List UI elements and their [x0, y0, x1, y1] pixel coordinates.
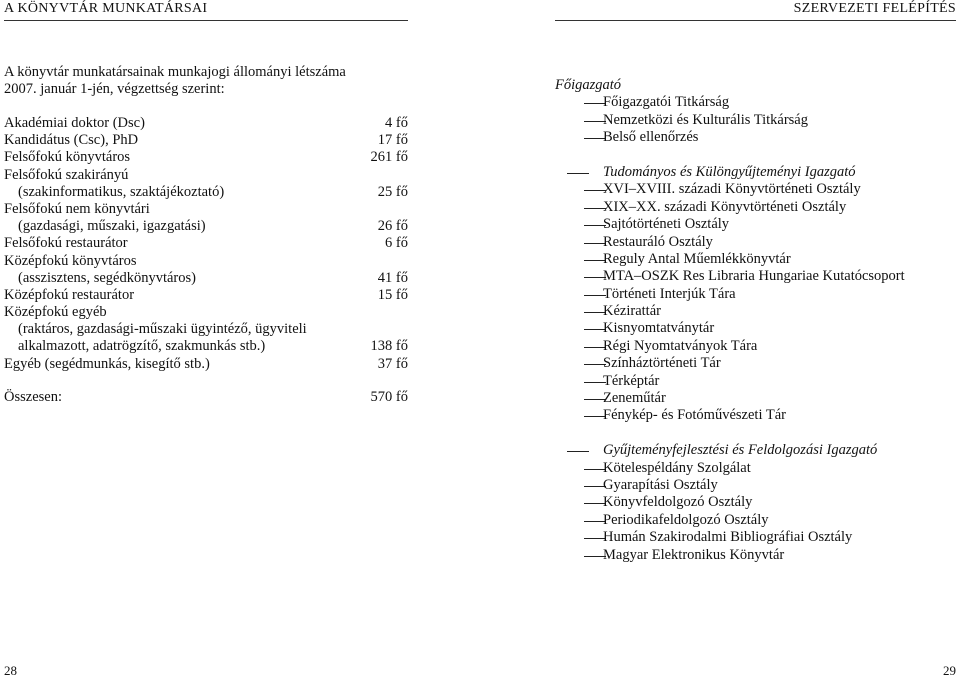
org-spacer — [555, 425, 955, 442]
staff-count: 26 fő — [377, 218, 408, 235]
staff-count: 25 fő — [377, 183, 408, 200]
org-unit-label: Zeneműtár — [603, 390, 666, 407]
staff-count: 138 fő — [370, 338, 408, 355]
org-unit — [555, 129, 955, 146]
org-unit-label: Periodikafeldolgozó Osztály — [603, 511, 769, 528]
org-unit-label: Restauráló Osztály — [603, 233, 713, 250]
org-unit — [555, 390, 955, 407]
staff-row — [4, 287, 408, 304]
left-header-title: A KÖNYVTÁR MUNKATÁRSAI — [4, 1, 208, 16]
org-unit-label: Fénykép- és Fotóművészeti Tár — [603, 407, 786, 424]
org-unit-label: Tudományos és Különgyűjteményi Igazgató — [603, 163, 856, 180]
staff-count: 37 fő — [377, 355, 408, 372]
org-unit — [555, 547, 955, 564]
staff-count-list — [4, 115, 408, 373]
staff-total — [4, 388, 408, 406]
staff-category: (szakinformatikus, szaktájékoztató) — [18, 183, 225, 200]
org-unit-label: Kézirattár — [603, 303, 661, 320]
org-unit — [555, 338, 955, 355]
right-header-title: SZERVEZETI FELÉPÍTÉS — [793, 1, 956, 16]
org-unit-label: Gyarapítási Osztály — [603, 476, 718, 493]
total-count: 570 fő — [370, 389, 408, 405]
dash-marker — [567, 451, 589, 452]
staff-count: 261 fő — [370, 149, 408, 166]
org-unit-label: Belső ellenőrzés — [603, 129, 699, 146]
org-unit-label: Humán Szakirodalmi Bibliográfiai Osztály — [603, 529, 853, 546]
org-unit-label: Gyűjteményfejlesztési és Feldolgozási Igazgató — [603, 442, 878, 459]
staff-row — [4, 253, 408, 270]
org-unit-label: Színháztörténeti Tár — [603, 355, 721, 372]
dash-marker — [567, 173, 589, 174]
staff-row — [4, 149, 408, 166]
org-unit-label: Kötelespéldány Szolgálat — [603, 459, 751, 476]
staff-category: (asszisztens, segédkönyvtáros) — [18, 269, 196, 286]
org-unit — [555, 512, 955, 529]
org-unit — [555, 529, 955, 546]
staff-row — [4, 132, 408, 149]
staff-count: 15 fő — [377, 286, 408, 303]
staff-category: Kandidátus (Csc), PhD — [4, 132, 139, 149]
staff-count: 4 fő — [385, 115, 408, 131]
org-unit-label: Kisnyomtatványtár — [603, 320, 715, 337]
org-unit — [555, 373, 955, 390]
staff-category: alkalmazott, adatrögzítő, szakmunkás stb.) — [18, 338, 266, 355]
org-directorate — [555, 442, 955, 459]
staff-row — [4, 270, 408, 287]
staff-category: Felsőfokú szakirányú — [4, 166, 129, 183]
org-unit — [555, 199, 955, 216]
org-unit — [555, 355, 955, 372]
org-unit-label: XVI–XVIII. századi Könyvtörténeti Osztály — [603, 181, 861, 198]
org-directorate — [555, 164, 955, 181]
staff-category: (raktáros, gazdasági-műszaki ügyintéző, ügyviteli — [18, 321, 307, 338]
staff-count: 41 fő — [377, 269, 408, 286]
org-unit — [555, 320, 955, 337]
org-unit-label: Főigazgató — [555, 77, 622, 93]
intro-line-2: 2007. január 1-jén, végzettség szerint: — [4, 81, 225, 97]
org-unit-label: MTA–OSZK Res Libraria Hungariae Kutatócsoport — [603, 268, 905, 285]
staff-category: Akadémiai doktor (Dsc) — [4, 115, 145, 131]
page-number-right: 29 — [943, 663, 956, 678]
staff-intro — [4, 64, 424, 98]
org-unit-label: Történeti Interjúk Tára — [603, 285, 736, 302]
intro-line-1: A könyvtár munkatársainak munkajogi állományi létszáma — [4, 64, 346, 80]
staff-row — [4, 338, 408, 355]
right-page-header — [555, 0, 956, 21]
staff-category: Középfokú restaurátor — [4, 286, 135, 303]
staff-row — [4, 115, 408, 132]
left-page-header — [4, 0, 408, 21]
org-unit — [555, 234, 955, 251]
staff-category: Egyéb (segédmunkás, kisegítő stb.) — [4, 355, 210, 372]
org-unit-label: Reguly Antal Műemlékkönyvtár — [603, 250, 791, 267]
org-unit — [555, 251, 955, 268]
staff-row — [4, 201, 408, 218]
org-unit — [555, 460, 955, 477]
staff-row — [4, 321, 408, 338]
staff-count: 6 fő — [385, 235, 408, 252]
staff-category: Középfokú egyéb — [4, 304, 107, 321]
org-unit — [555, 94, 955, 111]
total-label: Összesen: — [4, 389, 62, 405]
org-unit — [555, 303, 955, 320]
org-unit — [555, 407, 955, 424]
staff-row — [4, 184, 408, 201]
staff-row — [4, 235, 408, 252]
org-unit-label: Nemzetközi és Kulturális Titkárság — [603, 111, 808, 128]
staff-category: Felsőfokú nem könyvtári — [4, 200, 150, 217]
org-spacer — [555, 147, 955, 164]
org-unit-label: XIX–XX. századi Könyvtörténeti Osztály — [603, 198, 847, 215]
org-unit-label: Sajtótörténeti Osztály — [603, 216, 730, 233]
staff-category: Felsőfokú restaurátor — [4, 235, 128, 252]
staff-row — [4, 356, 408, 373]
org-unit-label: Térképtár — [603, 372, 660, 389]
org-unit — [555, 477, 955, 494]
org-unit-label: Könyvfeldolgozó Osztály — [603, 494, 753, 511]
staff-count: 17 fő — [377, 132, 408, 149]
staff-category: (gazdasági, műszaki, igazgatási) — [18, 218, 206, 235]
org-unit — [555, 181, 955, 198]
org-unit — [555, 494, 955, 511]
org-head — [555, 77, 955, 94]
org-unit — [555, 216, 955, 233]
staff-category: Felsőfokú könyvtáros — [4, 149, 131, 166]
staff-category: Középfokú könyvtáros — [4, 252, 137, 269]
org-unit-label: Régi Nyomtatványok Tára — [603, 337, 758, 354]
org-unit — [555, 268, 955, 285]
page-number-left: 28 — [4, 663, 17, 678]
org-structure-list — [555, 77, 955, 564]
staff-row — [4, 167, 408, 184]
org-unit-label: Főigazgatói Titkárság — [603, 94, 730, 111]
staff-row — [4, 218, 408, 235]
staff-row — [4, 304, 408, 321]
org-unit — [555, 112, 955, 129]
org-unit — [555, 286, 955, 303]
org-unit-label: Magyar Elektronikus Könyvtár — [603, 546, 785, 563]
